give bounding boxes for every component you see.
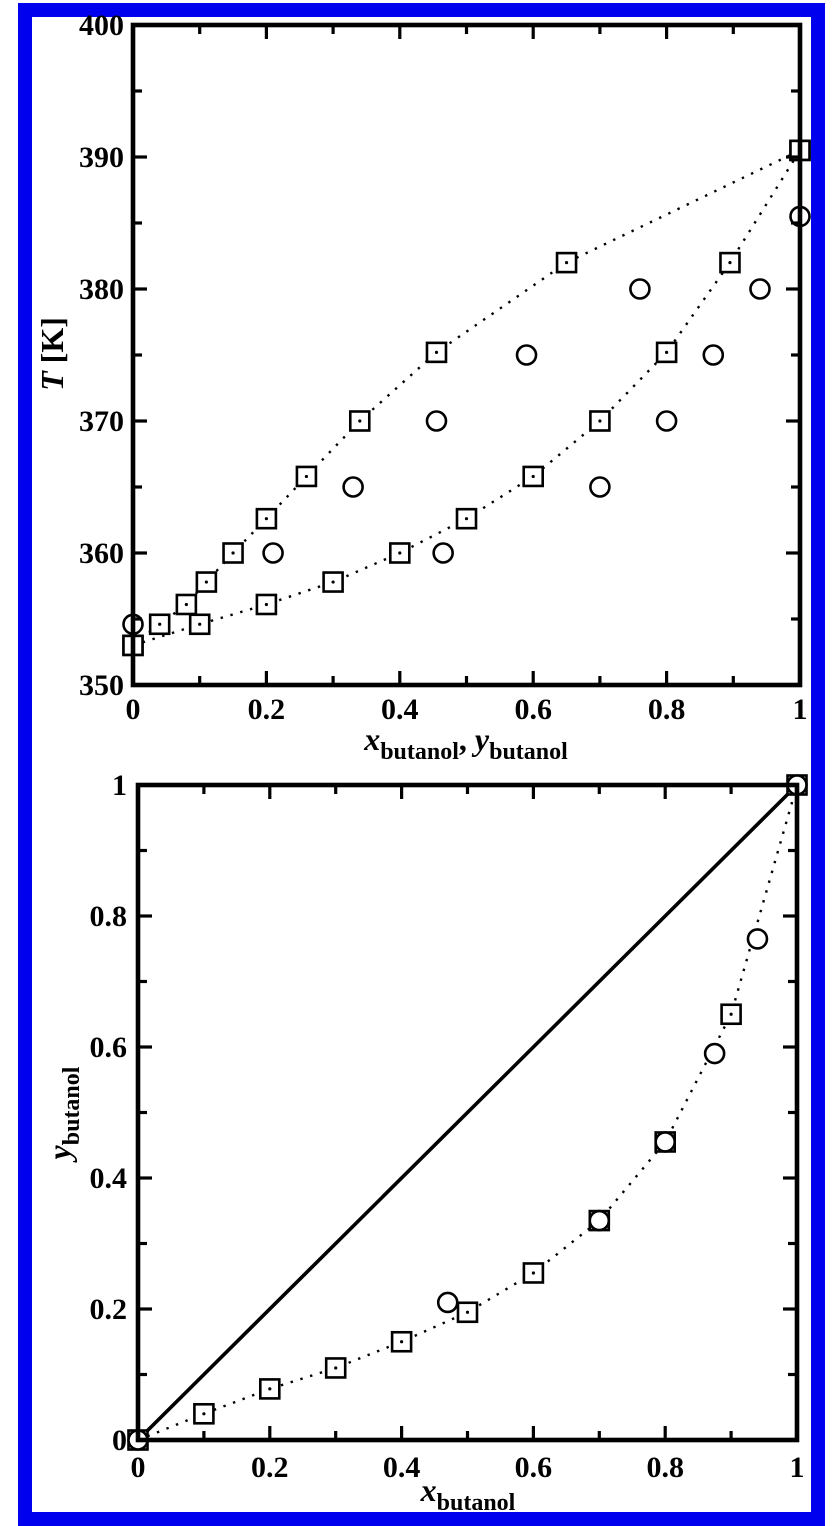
square-marker-center-dot: [565, 261, 568, 264]
circle-marker: [344, 478, 363, 497]
xy-chart: [41, 769, 807, 1516]
simulation-dew-curve-markers: [124, 141, 810, 655]
y-tick-label: 400: [79, 9, 124, 42]
x-tick-label: 0.2: [251, 1451, 289, 1484]
x-tick-label: 0.8: [646, 1451, 684, 1484]
circle-marker: [705, 1044, 724, 1063]
square-marker-center-dot: [465, 517, 468, 520]
x-axis-title: $x_{butanol}$, $y_{butanol}$: [364, 721, 568, 765]
y-tick-label: 390: [79, 141, 124, 174]
txy-chart: [34, 9, 810, 765]
y-tick-label: 350: [79, 669, 124, 702]
ticks: [133, 25, 800, 685]
circle-marker: [517, 346, 536, 365]
y-tick-label: 0.2: [89, 1293, 127, 1326]
x-tick-label: 0.2: [247, 693, 286, 726]
x-tick-label: 0.4: [382, 1451, 421, 1484]
square-marker-center-dot: [202, 1412, 205, 1415]
x-tick-label: 1: [789, 1451, 805, 1484]
square-marker-center-dot: [665, 351, 668, 354]
x-tick-label: 0.6: [514, 693, 552, 726]
y-tick-label: 1: [112, 769, 127, 802]
x-tick-label: 0: [130, 1451, 146, 1484]
square-marker-center-dot: [265, 517, 268, 520]
y-tick-label: 0.4: [89, 1162, 127, 1195]
circle-marker: [657, 412, 676, 431]
y-axis-title: T [K]: [34, 317, 70, 391]
square-marker-center-dot: [398, 551, 401, 554]
square-marker-center-dot: [598, 419, 601, 422]
circle-marker: [434, 544, 453, 563]
square-marker-center-dot: [185, 603, 188, 606]
simulation-bubble-curve-line: [133, 150, 800, 645]
axis-frame: [133, 25, 800, 685]
circle-marker: [704, 346, 723, 365]
square-marker-center-dot: [466, 1311, 469, 1314]
square-marker-center-dot: [332, 580, 335, 583]
simulation-dew-curve-line: [133, 150, 800, 645]
circle-marker: [438, 1293, 457, 1312]
circle-marker: [590, 1211, 609, 1230]
x-axis-title: $x_{butanol}$: [420, 1472, 516, 1516]
square-marker-center-dot: [268, 1387, 271, 1390]
simulation-bubble-curve-markers: [124, 141, 810, 655]
square-marker-center-dot: [532, 475, 535, 478]
circle-marker: [750, 280, 769, 299]
circle-marker: [590, 478, 609, 497]
x-tick-label: 0.6: [514, 1451, 553, 1484]
x-tick-label: 1: [792, 693, 808, 726]
x-tick-label: 0.8: [647, 693, 686, 726]
y-tick-label: 360: [79, 537, 124, 570]
square-marker-center-dot: [305, 475, 308, 478]
y-tick-label: 0: [112, 1424, 127, 1457]
square-marker-center-dot: [231, 551, 234, 554]
square-marker-center-dot: [728, 261, 731, 264]
square-marker-center-dot: [532, 1271, 535, 1274]
y-tick-label: 370: [79, 405, 124, 438]
square-marker-center-dot: [158, 623, 161, 626]
y-tick-label: 380: [79, 273, 124, 306]
square-marker-center-dot: [205, 580, 208, 583]
square-marker-center-dot: [358, 419, 361, 422]
circle-marker: [427, 412, 446, 431]
y-tick-label: 0.6: [89, 1031, 127, 1064]
square-marker-center-dot: [334, 1366, 337, 1369]
square-marker-center-dot: [198, 623, 201, 626]
circle-marker: [656, 1132, 675, 1151]
square-marker-center-dot: [730, 1013, 733, 1016]
square-marker-center-dot: [400, 1340, 403, 1343]
square-marker-center-dot: [435, 351, 438, 354]
circle-marker: [748, 929, 767, 948]
y-tick-label: 0.8: [89, 900, 127, 933]
x-tick-label: 0.4: [381, 693, 419, 726]
circle-marker: [264, 544, 283, 563]
circle-marker: [630, 280, 649, 299]
diagonal-y-equals-x-line: [138, 785, 797, 1440]
y-axis-title: $y_{butanol}$: [41, 1066, 85, 1160]
square-marker-center-dot: [265, 603, 268, 606]
x-tick-label: 0: [125, 693, 141, 726]
experiment-bubble-points-markers: [434, 207, 810, 563]
